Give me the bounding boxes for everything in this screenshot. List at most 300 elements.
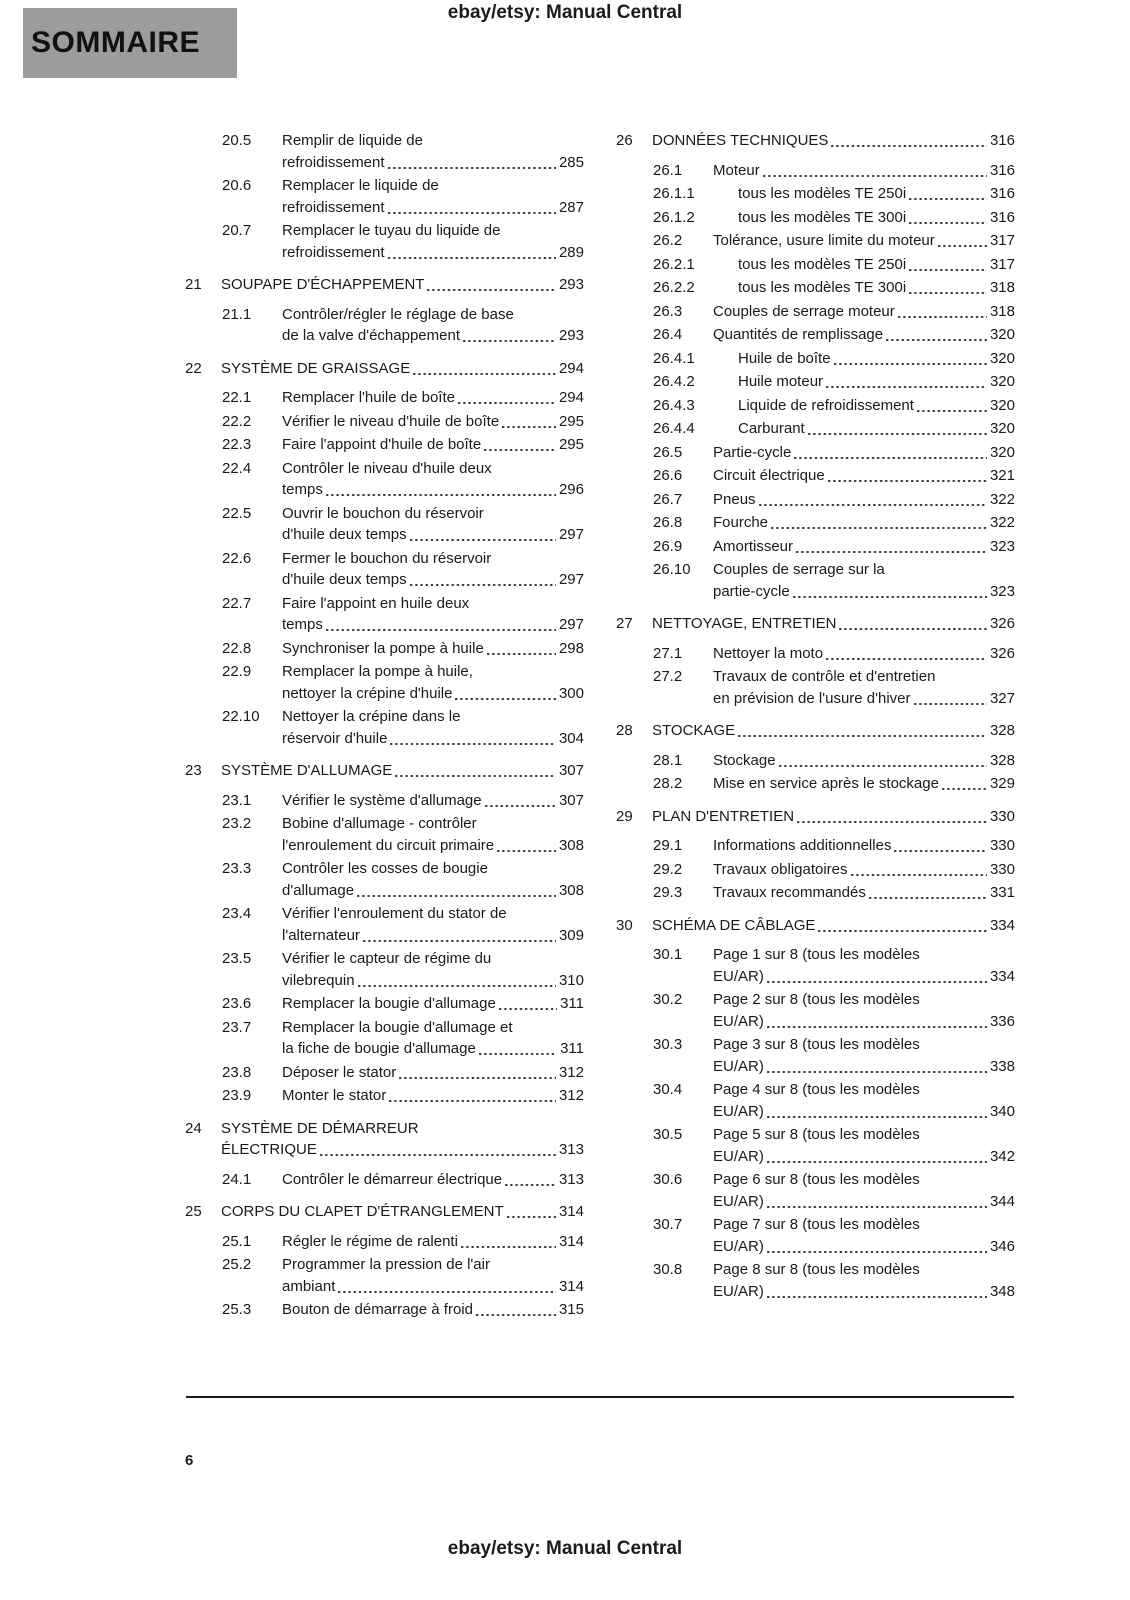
toc-entry-text: Moteur [713,161,760,179]
toc-entry-text: refroidissement [282,198,385,216]
toc-entry-body [738,418,1015,440]
toc-entry-number: 26.2.2 [653,279,695,296]
toc-entry-text: Page 8 sur 8 (tous les modèles [713,1261,920,1278]
dot-leader [767,981,987,983]
toc-entry-text: Circuit électrique [713,467,825,484]
dot-leader [909,292,987,294]
toc-section-entry [616,301,1015,323]
dot-leader [388,257,556,259]
toc-entry-page: 316 [989,132,1015,149]
toc-entry-body [282,948,584,991]
toc-section-entry [185,1017,584,1060]
dot-leader [338,1291,556,1293]
footer-title: ebay/etsy: Manual Central [447,1538,683,1559]
toc-entry-number: 26.8 [653,514,683,531]
toc-section-entry [185,903,584,946]
toc-section-entry [185,813,584,856]
toc-entry-page: 327 [989,689,1015,707]
toc-entry-lastline [652,613,1015,635]
toc-entry-body [738,207,1015,229]
toc-section-entry [185,458,584,501]
toc-entry-body [713,230,1015,252]
toc-entry-text: temps [282,616,323,633]
toc-entry-number: 23.5 [222,950,252,967]
toc-entry-text: Page 5 sur 8 (tous les modèles [713,1126,920,1143]
dot-leader [767,1251,987,1253]
toc-entry-body [282,175,584,218]
toc-entry-number: 22 [185,359,202,377]
toc-entry-body [738,183,1015,205]
toc-section-entry [616,395,1015,417]
toc-entry-body [713,944,1015,987]
toc-entry-text: nettoyer la crépine d'huile [282,684,453,702]
toc-entry-text: Stockage [713,751,776,769]
toc-entry-text: Travaux recommandés [713,884,866,901]
toc-entry-text: Travaux de contrôle et d'entretien [713,668,936,685]
toc-entry-number: 26.7 [653,490,683,508]
toc-entry-number: 28.2 [653,775,683,792]
toc-entry-number: 21 [185,276,202,293]
toc-entry-body [713,835,1015,857]
toc-entry-number: 24 [185,1119,202,1137]
toc-entry-number: 22.9 [222,663,252,680]
dot-leader [909,198,987,200]
dot-leader [771,527,987,529]
toc-section-entry [616,559,1015,602]
toc-entry-text: Vérifier le capteur de régime du [282,950,492,967]
toc-section-entry [185,858,584,901]
toc-entry-lastline [282,1038,584,1060]
toc-entry-page: 334 [989,967,1015,985]
toc-entry-body [282,790,584,812]
toc-entry-text: Bobine d'allumage - contrôler [282,815,477,832]
toc-entry-lastline [738,418,1015,440]
toc-entry-text: Travaux obligatoires [713,860,848,878]
toc-entry-number: 20.7 [222,222,252,239]
toc-entry-page: 330 [989,837,1015,854]
toc-entry-text: tous les modèles TE 300i [738,208,907,226]
toc-entry-body [713,1079,1015,1122]
toc-entry-lastline [713,1101,1015,1123]
toc-entry-lastline [713,442,1015,464]
toc-entry-text: Remplacer la bougie d'allumage et [282,1018,513,1036]
toc-entry-body [221,358,584,380]
toc-entry-text: Contrôler le démarreur électrique [282,1170,503,1188]
dot-leader [779,765,987,767]
toc-entry-body [282,638,584,660]
toc-entry-page: 322 [989,514,1015,531]
toc-section-entry [616,989,1015,1032]
toc-entry-text: Page 1 sur 8 (tous les modèles [713,946,920,963]
toc-entry-page: 308 [558,881,584,899]
toc-section-entry [185,1062,584,1084]
toc-entry-lastline [738,183,1015,205]
toc-entry-number: 23.1 [222,791,252,809]
toc-entry-text: Remplacer la pompe à huile, [282,663,473,680]
dot-leader [938,245,987,247]
toc-entry-page: 348 [989,1282,1015,1300]
toc-entry-number: 28.1 [653,751,683,769]
toc-entry-text: Fourche [713,514,769,531]
toc-entry-lastline [282,1062,584,1084]
dot-leader [767,1071,987,1073]
toc-entry-page: 320 [989,349,1015,367]
toc-entry-lastline [282,614,584,636]
toc-entry-text: Remplacer l'huile de boîte [282,389,455,406]
toc-entry-text: Monter le stator [282,1087,387,1104]
toc-entry-number: 24.1 [222,1170,252,1188]
toc-section-entry [616,489,1015,511]
dot-leader [851,874,987,876]
dot-leader [455,698,555,700]
toc-entry-body [738,371,1015,393]
toc-entry-number: 26.4.3 [653,396,695,414]
toc-entry-text: Ouvrir le bouchon du réservoir [282,504,484,522]
toc-entry-text: EU/AR) [713,1192,764,1210]
toc-entry-text: EU/AR) [713,1012,764,1030]
toc-entry-lastline [713,688,1015,710]
toc-entry-body [282,661,584,704]
dot-leader [834,363,987,365]
toc-entry-number: 23 [185,762,202,779]
toc-section-entry [185,304,584,347]
toc-section-entry [616,859,1015,881]
toc-entry-number: 30.2 [653,991,683,1008]
toc-entry-page: 338 [989,1057,1015,1075]
toc-entry-page: 331 [989,884,1015,901]
toc-entry-body [652,613,1015,635]
toc-section-entry [616,1034,1015,1077]
toc-entry-text: ÉLECTRIQUE [221,1141,317,1158]
toc-entry-body [282,993,584,1015]
toc-entry-lastline [738,395,1015,417]
toc-entry-lastline [713,1011,1015,1033]
toc-entry-body [652,806,1015,828]
toc-entry-lastline [282,1231,584,1253]
dot-leader [388,167,556,169]
toc-entry-text: tous les modèles TE 300i [738,279,907,296]
dot-leader [942,788,987,790]
toc-entry-body [738,395,1015,417]
toc-section-entry [616,1259,1015,1302]
toc-entry-number: 26.9 [653,537,683,555]
toc-entry-page: 297 [558,616,584,633]
toc-entry-text: Faire l'appoint en huile deux [282,594,470,612]
toc-entry-page: 344 [989,1192,1015,1210]
toc-entry-page: 307 [558,791,584,809]
toc-left-column [185,130,584,1323]
toc-entry-body [282,220,584,263]
toc-entry-lastline [282,790,584,812]
toc-entry-text: EU/AR) [713,1147,764,1165]
toc-entry-body [221,274,584,296]
toc-entry-lastline [713,301,1015,323]
toc-entry-text: Vérifier le système d'allumage [282,791,482,809]
toc-entry-lastline [713,230,1015,252]
toc-entry-page: 293 [558,276,584,293]
toc-entry-lastline [713,1146,1015,1168]
toc-section-entry [616,371,1015,393]
dot-leader [502,426,556,428]
toc-entry-lastline [282,925,584,947]
toc-entry-text: Informations additionnelles [713,837,892,854]
toc-entry-lastline [713,581,1015,603]
dot-leader [839,628,987,630]
toc-entry-body [713,859,1015,881]
toc-entry-body [282,130,584,173]
toc-entry-page: 307 [558,762,584,779]
toc-entry-text: Pneus [713,490,756,508]
toc-entry-number: 22.1 [222,389,252,406]
toc-entry-body [221,1201,584,1223]
toc-entry-page: 317 [989,232,1015,249]
dot-leader [357,895,556,897]
toc-entry-number: 30.6 [653,1171,683,1188]
toc-entry-page: 297 [558,526,584,543]
toc-entry-lastline [282,197,584,219]
toc-section-entry [185,220,584,263]
toc-entry-lastline [221,1201,584,1223]
toc-entry-page: 314 [558,1277,584,1295]
toc-entry-text: Contrôler les cosses de bougie [282,860,488,877]
toc-section-entry [616,442,1015,464]
toc-entry-lastline [282,1169,584,1191]
dot-leader [914,703,987,705]
toc-entry-lastline [282,683,584,705]
toc-entry-lastline [713,882,1015,904]
toc-entry-body [282,1231,584,1253]
dot-leader [399,1077,556,1079]
dot-leader [831,145,987,147]
toc-entry-number: 23.4 [222,905,252,922]
toc-entry-body [282,593,584,636]
toc-entry-page: 328 [989,751,1015,769]
toc-entry-page: 300 [558,684,584,702]
toc-entry-lastline [713,1056,1015,1078]
toc-section-entry [616,835,1015,857]
toc-entry-lastline [282,1085,584,1107]
toc-entry-page: 317 [989,255,1015,273]
toc-entry-text: Partie-cycle [713,443,792,461]
dot-leader [320,1154,556,1156]
toc-entry-body [713,442,1015,464]
toc-entry-page: 314 [558,1232,584,1250]
toc-chapter-entry [616,720,1015,742]
dot-leader [909,222,987,224]
toc-entry-number: 26.6 [653,467,683,484]
toc-entry-lastline [282,835,584,857]
toc-entry-text: Nettoyer la moto [713,644,824,662]
toc-entry-number: 30 [616,916,633,934]
toc-entry-body [282,411,584,433]
toc-entry-text: SYSTÈME D'ALLUMAGE [221,762,393,779]
toc-entry-number: 26.1.1 [653,185,695,202]
toc-entry-page: 320 [989,396,1015,414]
toc-entry-body [713,489,1015,511]
toc-entry-text: la fiche de bougie d'allumage [282,1040,476,1057]
toc-entry-number: 23.3 [222,860,252,877]
toc-section-entry [185,790,584,812]
dot-leader [458,402,556,404]
toc-entry-body [713,160,1015,182]
toc-entry-text: Mise en service après le stockage [713,775,939,792]
toc-entry-page: 295 [558,436,584,453]
toc-entry-text: EU/AR) [713,1057,764,1075]
toc-section-entry [616,643,1015,665]
toc-entry-page: 309 [558,926,584,944]
toc-entry-body [282,548,584,591]
toc-entry-body [652,720,1015,742]
toc-entry-body [713,773,1015,795]
toc-entry-text: Synchroniser la pompe à huile [282,639,484,657]
toc-entry-text: ambiant [282,1277,336,1295]
toc-section-entry [185,1231,584,1253]
toc-entry-text: d'allumage [282,881,355,899]
toc-entry-lastline [713,512,1015,534]
toc-entry-page: 330 [989,807,1015,825]
toc-entry-text: l'enroulement du circuit primaire [282,836,495,854]
dot-leader [909,269,987,271]
dot-leader [763,175,987,177]
toc-entry-body [713,512,1015,534]
toc-entry-number: 26.1.2 [653,208,695,226]
dot-leader [767,1296,987,1298]
toc-entry-page: 320 [989,443,1015,461]
toc-entry-text: SYSTÈME DE DÉMARREUR [221,1119,419,1137]
toc-entry-body [282,503,584,546]
toc-entry-page: 340 [989,1102,1015,1120]
toc-entry-text: PLAN D'ENTRETIEN [652,807,795,825]
toc-entry-body [738,277,1015,299]
toc-section-entry [185,434,584,456]
toc-entry-body [713,882,1015,904]
toc-entry-lastline [738,277,1015,299]
toc-entry-lastline [713,324,1015,346]
toc-entry-text: refroidissement [282,243,385,261]
toc-entry-page: 316 [989,185,1015,202]
toc-entry-body [713,1214,1015,1257]
toc-entry-text: partie-cycle [713,582,790,600]
toc-entry-text: de la valve d'échappement [282,327,460,344]
toc-entry-body [282,903,584,946]
toc-chapter-entry [185,274,584,296]
toc-entry-body [282,1169,584,1191]
dot-leader [767,1026,987,1028]
toc-entry-number: 30.4 [653,1081,683,1098]
toc-entry-body [282,706,584,749]
dot-leader [326,494,556,496]
dot-leader [505,1184,556,1186]
toc-section-entry [185,706,584,749]
toc-entry-page: 313 [558,1141,584,1158]
toc-section-entry [616,750,1015,772]
dot-leader [410,539,556,541]
toc-entry-text: Page 4 sur 8 (tous les modèles [713,1081,920,1098]
toc-entry-number: 23.7 [222,1018,252,1036]
toc-entry-body [713,301,1015,323]
table-of-contents [185,130,1015,1323]
toc-entry-number: 22.5 [222,504,252,522]
toc-entry-page: 289 [558,243,584,261]
toc-entry-number: 30.8 [653,1261,683,1278]
toc-chapter-entry [616,613,1015,635]
toc-section-entry [616,536,1015,558]
toc-entry-text: Couples de serrage sur la [713,561,885,578]
toc-entry-lastline [282,728,584,750]
toc-section-entry [616,183,1015,205]
toc-entry-lastline [221,760,584,782]
dot-leader [828,480,987,482]
toc-entry-text: Programmer la pression de l'air [282,1256,490,1273]
toc-entry-lastline [713,835,1015,857]
toc-entry-text: Régler le régime de ralenti [282,1232,458,1250]
toc-entry-text: Contrôler le niveau d'huile deux [282,459,492,477]
toc-entry-number: 26.1 [653,161,683,179]
dot-leader [479,1053,557,1055]
toc-entry-text: réservoir d'huile [282,729,388,747]
toc-entry-page: 334 [989,916,1015,934]
toc-section-entry [616,324,1015,346]
toc-entry-body [282,1299,584,1321]
toc-entry-lastline [738,254,1015,276]
toc-entry-page: 346 [989,1237,1015,1255]
toc-entry-text: SCHÉMA DE CÂBLAGE [652,916,816,934]
dot-leader [818,930,987,932]
toc-entry-page: 298 [558,639,584,657]
toc-section-entry [185,661,584,704]
toc-section-entry [185,1299,584,1321]
toc-entry-page: 320 [989,373,1015,390]
dot-leader [363,940,556,942]
toc-entry-text: Déposer le stator [282,1063,397,1081]
toc-entry-lastline [282,993,584,1015]
toc-entry-number: 26.4.2 [653,373,695,390]
toc-entry-text: Faire l'appoint d'huile de boîte [282,436,482,453]
toc-entry-number: 29.3 [653,884,683,901]
toc-entry-number: 20.5 [222,132,252,149]
toc-entry-number: 26.4 [653,326,683,343]
toc-entry-lastline [652,720,1015,742]
toc-section-entry [185,593,584,636]
toc-entry-page: 285 [558,153,584,171]
toc-entry-body [282,387,584,409]
toc-section-entry [616,418,1015,440]
toc-entry-number: 27.2 [653,668,683,685]
toc-entry-text: d'huile deux temps [282,571,407,588]
toc-entry-lastline [282,242,584,264]
toc-entry-body [713,465,1015,487]
toc-entry-lastline [282,1276,584,1298]
toc-entry-lastline [713,643,1015,665]
toc-entry-page: 328 [989,722,1015,739]
toc-entry-page: 311 [560,995,584,1012]
toc-entry-body [221,1118,584,1161]
dot-leader [389,1100,556,1102]
toc-entry-text: refroidissement [282,153,385,171]
toc-entry-body [221,760,584,782]
toc-entry-lastline [282,411,584,433]
toc-entry-lastline [713,1281,1015,1303]
toc-entry-text: Remplacer le tuyau du liquide de [282,222,501,239]
toc-right-column [616,130,1015,1323]
dot-leader [461,1246,556,1248]
toc-entry-lastline [282,524,584,546]
dot-leader [485,805,556,807]
dot-leader [759,504,987,506]
toc-entry-page: 318 [989,279,1015,296]
toc-entry-lastline [221,358,584,380]
toc-entry-number: 22.3 [222,436,252,453]
